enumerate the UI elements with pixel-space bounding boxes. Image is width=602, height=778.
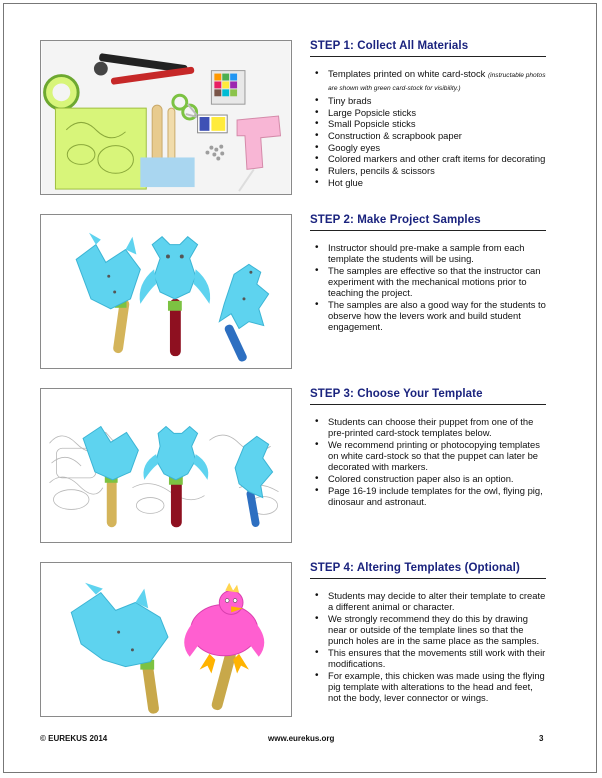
list-item: • Small Popsicle sticks [328, 118, 546, 129]
list-item: • Instructor should pre-make a sample from each template the students will be using. [328, 242, 546, 264]
materials-photo [40, 40, 292, 195]
step-1-list [310, 68, 546, 188]
step-2-section [310, 214, 546, 333]
samples-photo [40, 214, 292, 369]
altered-puppets-photo [40, 562, 292, 717]
step-2-list [310, 242, 546, 333]
list-item: • This ensures that the movements still work with their modifications. [328, 647, 546, 669]
templates-illustration [41, 389, 291, 542]
step-4-list [310, 590, 546, 704]
step-4-title: STEP 4: Altering Templates (Optional) [310, 562, 546, 579]
step-3-title: STEP 3: Choose Your Template [310, 388, 546, 405]
list-item: • We strongly recommend they do this by drawing near or outside of the template lines so that the punch holes are in the same place as the samples. [328, 613, 546, 647]
card-stock-note: (instructable photos are shown with green card-stock for visibility.) [328, 72, 546, 93]
step-3-list [310, 416, 546, 507]
list-item: • We recommend printing or photocopying templates on white card-stock so that the puppet can later be decorated with markers. [328, 439, 546, 473]
footer-page-number: 3 [539, 734, 544, 743]
step-4-section [310, 562, 546, 704]
altered-puppets-illustration [41, 563, 291, 716]
materials-illustration [41, 41, 291, 194]
list-item: • Tiny brads [328, 95, 546, 106]
list-item: • Colored construction paper also is an option. [328, 473, 546, 484]
list-item: • The samples are also a good way for the students to observe how the levers work and build student engagement. [328, 299, 546, 333]
list-item: • Construction & scrapbook paper [328, 130, 546, 141]
list-item: • Students can choose their puppet from one of the pre-printed card-stock templates below. [328, 416, 546, 438]
step-1-section [310, 40, 546, 189]
list-item: • Googly eyes [328, 142, 546, 153]
list-item: • The samples are effective so that the instructor can experiment with the mechanical motions prior to teaching the project. [328, 265, 546, 299]
list-item: • For example, this chicken was made using the flying pig template with alterations to the head and feet, not the body, lever connector or wings. [328, 670, 546, 704]
step-1-title: STEP 1: Collect All Materials [310, 40, 546, 57]
list-item: • Templates printed on white card-stock (instructable photos are shown with green card-stock for visibility.) [328, 68, 546, 94]
list-item: • Colored markers and other craft items for decorating [328, 153, 546, 164]
step-3-section [310, 388, 546, 508]
list-item: • Students may decide to alter their template to create a different animal or character. [328, 590, 546, 612]
list-item: • Page 16-19 include templates for the owl, flying pig, dinosaur and astronaut. [328, 485, 546, 507]
step-2-title: STEP 2: Make Project Samples [310, 214, 546, 231]
puppet-samples-illustration [41, 215, 291, 368]
footer-copyright: © EUREKUS 2014 [40, 734, 108, 743]
list-item: • Rulers, pencils & scissors [328, 165, 546, 176]
footer-url[interactable]: www.eurekus.org [268, 734, 335, 743]
templates-photo [40, 388, 292, 543]
list-item: • Hot glue [328, 177, 546, 188]
list-item: • Large Popsicle sticks [328, 107, 546, 118]
